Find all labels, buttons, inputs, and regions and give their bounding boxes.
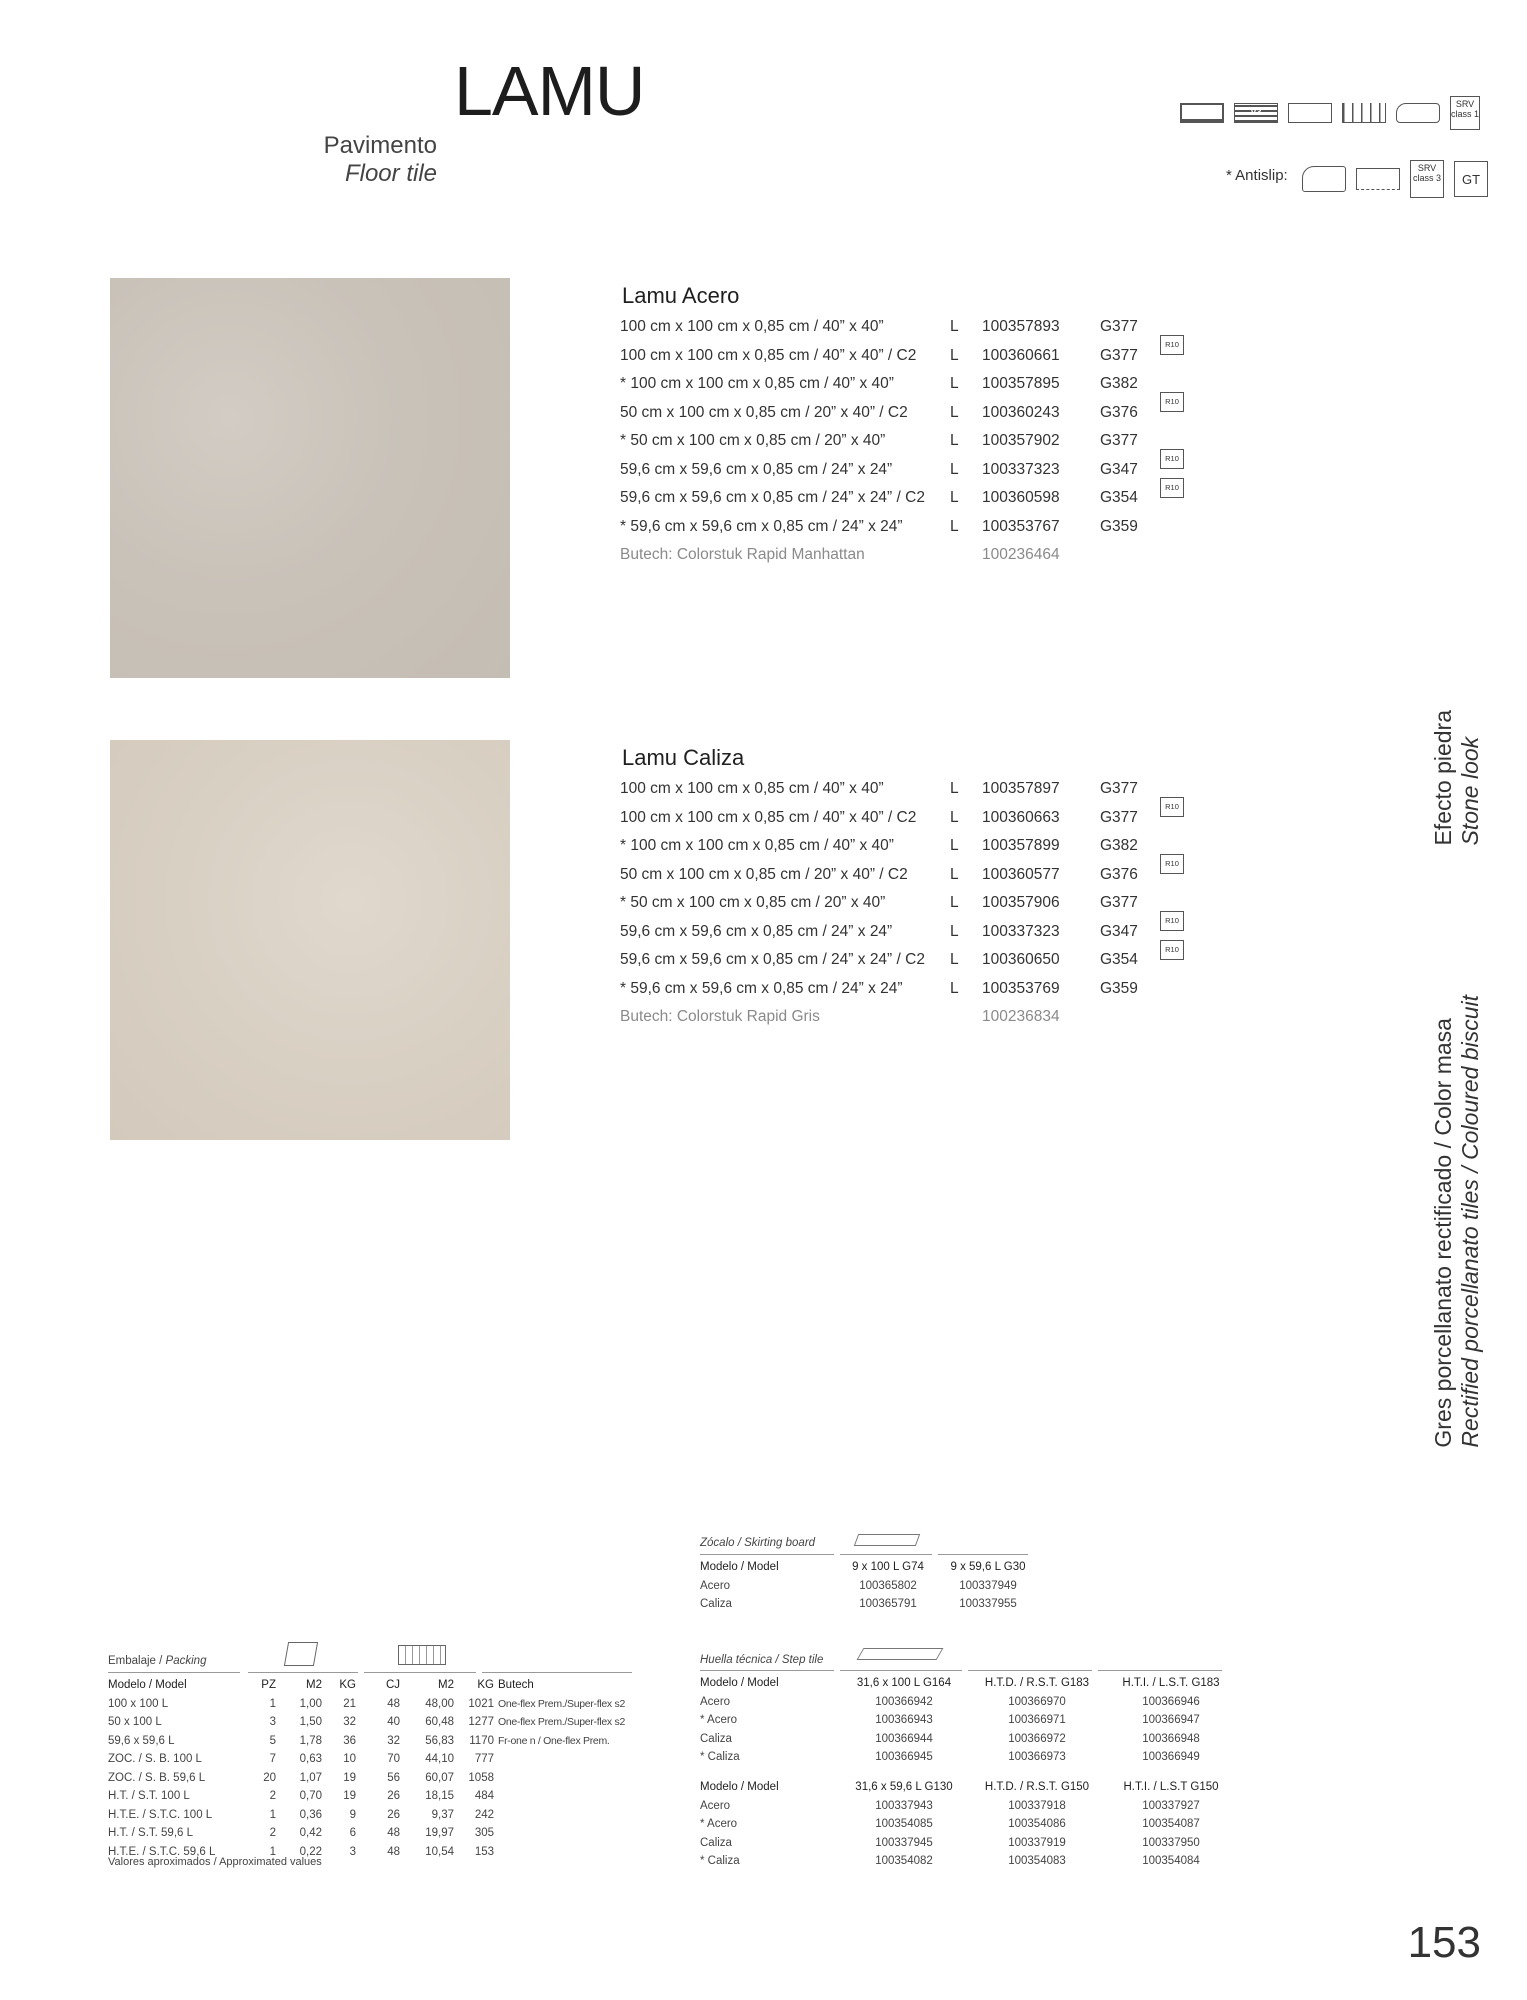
table-cell: * Caliza <box>700 1855 740 1868</box>
table-cell: 100337918 <box>1008 1799 1066 1812</box>
size-cell: 100 cm x 100 cm x 0,85 cm / 40” x 40” / C2 <box>620 808 917 826</box>
spec-row <box>620 342 1200 371</box>
table-row <box>106 1769 650 1788</box>
finish-cell: L <box>950 808 959 826</box>
table-cell: 100366942 <box>875 1695 933 1708</box>
table-cell: One-flex Prem./Super-flex s2 <box>498 1697 625 1710</box>
size-cell: 59,6 cm x 59,6 cm x 0,85 cm / 24” x 24” <box>620 922 893 940</box>
table-row <box>698 1595 1038 1614</box>
product-title: Lamu Acero <box>622 283 740 308</box>
page-number: 153 <box>1407 1918 1481 1967</box>
spec-row <box>620 456 1200 485</box>
table-row <box>698 1815 1238 1834</box>
code-cell: 100337323 <box>982 922 1060 940</box>
table-cell: 100365802 <box>859 1579 917 1592</box>
table-cell: 100366973 <box>1008 1751 1066 1764</box>
code-cell: 100357897 <box>982 780 1060 798</box>
size-cell: 100 cm x 100 cm x 0,85 cm / 40” x 40” <box>620 318 884 336</box>
table-header-cell: KG <box>477 1679 494 1692</box>
table-cell: 100366971 <box>1008 1714 1066 1727</box>
spec-row <box>620 804 1200 833</box>
table-cell <box>496 1769 650 1788</box>
skirting-title: Zócalo / Skirting board <box>700 1537 816 1549</box>
code-cell: 100353767 <box>982 517 1060 535</box>
table-cell: Acero <box>700 1799 731 1812</box>
table-header-cell: H.T.I. / L.S.T. G183 <box>1122 1677 1220 1690</box>
finish-cell: L <box>950 489 959 507</box>
lamu-caliza-tile-image <box>110 740 510 1140</box>
table-cell: 100 x 100 L <box>108 1697 169 1710</box>
code-cell: 100337323 <box>982 460 1060 478</box>
table-cell: 48,00 <box>425 1697 454 1710</box>
finish-cell: L <box>950 460 959 478</box>
table-header-cell: H.T.D. / R.S.T. G150 <box>984 1781 1090 1794</box>
spec-row <box>620 832 1200 861</box>
code-cell: 100357893 <box>982 318 1060 336</box>
table-cell: 1021 <box>468 1697 494 1710</box>
code-cell: 100357902 <box>982 432 1060 450</box>
table-cell: 0,22 <box>299 1845 322 1858</box>
butech-label: Butech: Colorstuk Rapid Gris <box>620 1008 820 1026</box>
table-cell: 70 <box>387 1753 400 1766</box>
table-cell: 1 <box>269 1697 276 1710</box>
table-cell: H.T. / S.T. 100 L <box>108 1790 190 1803</box>
table-row <box>698 1797 1238 1816</box>
table-cell: 2 <box>269 1790 276 1803</box>
size-cell: 100 cm x 100 cm x 0,85 cm / 40” x 40” / C2 <box>620 346 917 364</box>
code-cell: 100360663 <box>982 808 1060 826</box>
code-cell: 100360650 <box>982 951 1060 969</box>
spec-row <box>620 889 1200 918</box>
tile-flat-icon <box>1288 103 1332 123</box>
code-cell: 100360598 <box>982 489 1060 507</box>
table-cell <box>496 1843 650 1862</box>
product-spec-table-acero <box>620 313 1200 570</box>
table-cell: 32 <box>387 1734 400 1747</box>
table-cell: 153 <box>474 1845 494 1858</box>
table-cell: 100354087 <box>1142 1818 1200 1831</box>
table-cell: 19 <box>343 1771 356 1784</box>
table-row <box>106 1806 650 1825</box>
table-cell: 100337950 <box>1142 1836 1200 1849</box>
finish-cell: L <box>950 780 959 798</box>
table-cell: * Acero <box>700 1818 738 1831</box>
finish-cell: L <box>950 375 959 393</box>
butech-row <box>620 541 1200 570</box>
size-cell: 50 cm x 100 cm x 0,85 cm / 20” x 40” / C2 <box>620 403 908 421</box>
finish-cell: L <box>950 894 959 912</box>
table-header-cell: KG <box>339 1679 356 1692</box>
table-cell: 1,00 <box>299 1697 322 1710</box>
product-spec-table-caliza <box>620 775 1200 1032</box>
table-cell <box>496 1806 650 1825</box>
spec-row <box>620 918 1200 947</box>
step-tile-icon <box>857 1648 944 1660</box>
table-cell: 242 <box>474 1808 494 1821</box>
table-cell: 100337927 <box>1142 1799 1200 1812</box>
group-cell: G377 <box>1100 432 1138 450</box>
table-cell: 0,70 <box>299 1790 322 1803</box>
page-title: LAMU <box>454 52 645 130</box>
table-cell: 100337955 <box>959 1598 1017 1611</box>
table-header-cell: Modelo / Model <box>700 1677 779 1690</box>
table-cell: 777 <box>474 1753 494 1766</box>
table-row <box>698 1852 1238 1871</box>
table-header-cell: PZ <box>261 1679 276 1692</box>
code-cell: 100357899 <box>982 837 1060 855</box>
table-cell: 100366943 <box>875 1714 933 1727</box>
table-cell: 100366972 <box>1008 1732 1066 1745</box>
table-cell: 1170 <box>469 1734 494 1747</box>
table-row <box>698 1693 1238 1712</box>
srv-class-3-badge: SRV class 3 <box>1410 160 1444 198</box>
table-cell: 19 <box>343 1790 356 1803</box>
table-cell: 59,6 x 59,6 L <box>108 1734 175 1747</box>
r10-badge: R10 <box>1160 478 1184 498</box>
table-row <box>106 1732 650 1751</box>
skirting-board-icon <box>854 1534 920 1546</box>
table-cell: 100337949 <box>959 1579 1017 1592</box>
table-cell: H.T.E. / S.T.C. 100 L <box>108 1808 213 1821</box>
size-cell: * 50 cm x 100 cm x 0,85 cm / 20” x 40” <box>620 894 886 912</box>
r10-badge: R10 <box>1160 392 1184 412</box>
table-cell: 26 <box>387 1808 400 1821</box>
table-cell: 3 <box>349 1845 356 1858</box>
finish-cell: L <box>950 865 959 883</box>
table-cell: 10,54 <box>425 1845 454 1858</box>
packing-note: Valores aproximados / Approximated values <box>108 1856 322 1868</box>
table-cell: 100354082 <box>875 1855 933 1868</box>
finish-cell: L <box>950 951 959 969</box>
finish-cell: L <box>950 318 959 336</box>
srv-class-1-badge: SRV class 1 <box>1450 96 1480 130</box>
side-label-effect: Efecto piedra Stone look <box>1430 710 1483 846</box>
size-cell: 59,6 cm x 59,6 cm x 0,85 cm / 24” x 24” / C2 <box>620 489 925 507</box>
table-cell: 20 <box>263 1771 276 1784</box>
table-cell: 100354085 <box>875 1818 933 1831</box>
table-cell: Caliza <box>700 1598 732 1611</box>
table-cell: 100365791 <box>859 1598 917 1611</box>
table-row <box>106 1695 650 1714</box>
table-cell: 100354084 <box>1142 1855 1200 1868</box>
table-cell: 100337943 <box>875 1799 933 1812</box>
table-cell: 0,36 <box>299 1808 322 1821</box>
spec-row <box>620 975 1200 1004</box>
shoe-traffic-icon <box>1396 103 1440 123</box>
pallet-icon <box>398 1645 446 1665</box>
table-cell: 100366949 <box>1142 1751 1200 1764</box>
table-cell: 1,07 <box>299 1771 322 1784</box>
table-cell: One-flex Prem./Super-flex s2 <box>498 1716 625 1729</box>
table-cell: H.T.E. / S.T.C. 59,6 L <box>108 1845 216 1858</box>
table-cell: 50 x 100 L <box>108 1716 162 1729</box>
size-cell: * 100 cm x 100 cm x 0,85 cm / 40” x 40” <box>620 375 894 393</box>
group-cell: G347 <box>1100 922 1138 940</box>
table-cell: 100366946 <box>1142 1695 1200 1708</box>
group-cell: G359 <box>1100 517 1138 535</box>
butech-row <box>620 1003 1200 1032</box>
table-row <box>106 1713 650 1732</box>
table-cell: 100366944 <box>875 1732 933 1745</box>
table-header-cell: 31,6 x 100 L G164 <box>856 1677 952 1690</box>
table-cell: 100366970 <box>1008 1695 1066 1708</box>
table-cell: 26 <box>387 1790 400 1803</box>
table-cell: 100337919 <box>1008 1836 1066 1849</box>
finish-cell: L <box>950 922 959 940</box>
antislip-icons <box>1302 160 1488 198</box>
table-cell: 48 <box>387 1845 400 1858</box>
table-cell: 1058 <box>468 1771 494 1784</box>
size-cell: * 59,6 cm x 59,6 cm x 0,85 cm / 24” x 24” <box>620 979 903 997</box>
table-cell: 48 <box>387 1827 400 1840</box>
finish-cell: L <box>950 517 959 535</box>
table-cell: ZOC. / S. B. 59,6 L <box>108 1771 206 1784</box>
r10-badge: R10 <box>1160 854 1184 874</box>
table-cell: 1 <box>269 1808 276 1821</box>
packing-table <box>106 1676 650 1861</box>
size-cell: 59,6 cm x 59,6 cm x 0,85 cm / 24” x 24” / C2 <box>620 951 925 969</box>
table-cell: 10 <box>343 1753 356 1766</box>
table-row <box>106 1787 650 1806</box>
table-cell: * Caliza <box>700 1751 740 1764</box>
table-cell: 100366945 <box>875 1751 933 1764</box>
table-cell: 100366948 <box>1142 1732 1200 1745</box>
step-title: Huella técnica / Step tile <box>700 1654 824 1666</box>
table-header-cell: 9 x 100 L G74 <box>852 1561 924 1574</box>
gt-badge: GT <box>1454 161 1488 197</box>
shoe-antislip-icon <box>1302 166 1346 192</box>
table-cell: 100354083 <box>1008 1855 1066 1868</box>
table-row <box>698 1730 1238 1749</box>
table-cell: 60,48 <box>425 1716 454 1729</box>
group-cell: G377 <box>1100 346 1138 364</box>
table-cell <box>496 1750 650 1769</box>
step-table-596 <box>698 1778 1238 1871</box>
table-cell: 484 <box>474 1790 494 1803</box>
size-cell: 100 cm x 100 cm x 0,85 cm / 40” x 40” <box>620 780 884 798</box>
table-header-cell: M2 <box>438 1679 454 1692</box>
table-cell: 44,10 <box>425 1753 454 1766</box>
group-cell: G377 <box>1100 780 1138 798</box>
size-cell: * 100 cm x 100 cm x 0,85 cm / 40” x 40” <box>620 837 894 855</box>
table-cell: 1 <box>269 1845 276 1858</box>
r10-badge: R10 <box>1160 449 1184 469</box>
group-cell: G376 <box>1100 865 1138 883</box>
code-cell: 100360243 <box>982 403 1060 421</box>
feature-icons <box>1180 96 1480 130</box>
table-cell: 100337945 <box>875 1836 933 1849</box>
table-cell: 1277 <box>468 1716 494 1729</box>
table-header-cell: M2 <box>306 1679 322 1692</box>
code-cell: 100353769 <box>982 979 1060 997</box>
table-cell: 100366947 <box>1142 1714 1200 1727</box>
size-cell: * 50 cm x 100 cm x 0,85 cm / 20” x 40” <box>620 432 886 450</box>
spec-row <box>620 861 1200 890</box>
subtitle-en: Floor tile <box>344 160 437 187</box>
group-cell: G359 <box>1100 979 1138 997</box>
group-cell: G354 <box>1100 951 1138 969</box>
tile-edge-icon <box>1180 103 1224 123</box>
table-header-cell: Modelo / Model <box>108 1679 187 1692</box>
size-cell: 59,6 cm x 59,6 cm x 0,85 cm / 24” x 24” <box>620 460 893 478</box>
table-header-cell: 31,6 x 59,6 L G130 <box>855 1781 953 1794</box>
spec-row <box>620 484 1200 513</box>
table-cell: 1,78 <box>299 1734 322 1747</box>
butech-code: 100236834 <box>982 1008 1060 1026</box>
spec-row <box>620 513 1200 542</box>
subtitle-es: Pavimento <box>323 132 437 159</box>
table-cell: 56,83 <box>425 1734 454 1747</box>
table-cell: 2 <box>269 1827 276 1840</box>
packing-title: Embalaje / Packing <box>108 1655 207 1667</box>
ramp-antislip-icon <box>1356 168 1400 190</box>
code-cell: 100360661 <box>982 346 1060 364</box>
table-cell: 21 <box>343 1697 356 1710</box>
table-cell: 0,42 <box>299 1827 322 1840</box>
group-cell: G377 <box>1100 894 1138 912</box>
table-header-cell: Modelo / Model <box>700 1561 779 1574</box>
code-cell: 100357895 <box>982 375 1060 393</box>
table-row <box>106 1750 650 1769</box>
finish-cell: L <box>950 403 959 421</box>
r10-badge: R10 <box>1160 911 1184 931</box>
table-cell: 100354086 <box>1008 1818 1066 1831</box>
table-cell: Caliza <box>700 1732 732 1745</box>
antislip-label: * Antislip: <box>1226 167 1288 184</box>
box-icon <box>284 1642 318 1666</box>
finish-cell: L <box>950 432 959 450</box>
v3-shade-icon: V3 <box>1234 103 1278 123</box>
table-cell: Fr-one n / One-flex Prem. <box>498 1734 610 1747</box>
table-cell: 36 <box>343 1734 356 1747</box>
table-header-cell: H.T.D. / R.S.T. G183 <box>984 1677 1090 1690</box>
table-cell: 60,07 <box>425 1771 454 1784</box>
table-cell: 56 <box>387 1771 400 1784</box>
step-table-100 <box>698 1674 1238 1767</box>
table-header-cell: 9 x 59,6 L G30 <box>950 1561 1026 1574</box>
table-cell: Acero <box>700 1579 731 1592</box>
spec-row <box>620 399 1200 428</box>
group-cell: G377 <box>1100 808 1138 826</box>
table-header-cell: CJ <box>385 1679 400 1692</box>
table-cell: Acero <box>700 1695 731 1708</box>
butech-label: Butech: Colorstuk Rapid Manhattan <box>620 546 865 564</box>
r10-badge: R10 <box>1160 797 1184 817</box>
table-cell: 19,97 <box>425 1827 454 1840</box>
spec-row <box>620 775 1200 804</box>
group-cell: G382 <box>1100 375 1138 393</box>
group-cell: G354 <box>1100 489 1138 507</box>
r10-badge: R10 <box>1160 335 1184 355</box>
table-header-cell: Modelo / Model <box>700 1781 779 1794</box>
lamu-acero-tile-image <box>110 278 510 678</box>
code-cell: 100360577 <box>982 865 1060 883</box>
finish-cell: L <box>950 979 959 997</box>
table-cell: 32 <box>343 1716 356 1729</box>
butech-code: 100236464 <box>982 546 1060 564</box>
table-cell: 9,37 <box>431 1808 454 1821</box>
table-cell: 48 <box>387 1697 400 1710</box>
size-cell: 50 cm x 100 cm x 0,85 cm / 20” x 40” / C2 <box>620 865 908 883</box>
size-cell: * 59,6 cm x 59,6 cm x 0,85 cm / 24” x 24” <box>620 517 903 535</box>
table-row <box>698 1748 1238 1767</box>
table-cell: 0,63 <box>299 1753 322 1766</box>
table-cell: 9 <box>349 1808 356 1821</box>
table-cell: 6 <box>349 1827 356 1840</box>
r10-badge: R10 <box>1160 940 1184 960</box>
group-cell: G376 <box>1100 403 1138 421</box>
table-row <box>698 1711 1238 1730</box>
table-cell <box>496 1787 650 1806</box>
code-cell: 100357906 <box>982 894 1060 912</box>
spec-row <box>620 946 1200 975</box>
group-cell: G377 <box>1100 318 1138 336</box>
table-cell: H.T. / S.T. 59,6 L <box>108 1827 194 1840</box>
spec-row <box>620 427 1200 456</box>
table-cell: ZOC. / S. B. 100 L <box>108 1753 202 1766</box>
spec-row <box>620 313 1200 342</box>
table-cell: 1,50 <box>299 1716 322 1729</box>
table-cell: 5 <box>269 1734 276 1747</box>
table-cell: 3 <box>269 1716 276 1729</box>
frost-resistant-icon <box>1342 103 1386 123</box>
table-cell: 305 <box>474 1827 494 1840</box>
product-title: Lamu Caliza <box>622 745 745 770</box>
table-cell: 40 <box>387 1716 400 1729</box>
table-row <box>698 1577 1038 1596</box>
table-cell: * Acero <box>700 1714 738 1727</box>
table-header-cell: Butech <box>498 1679 534 1692</box>
group-cell: G347 <box>1100 460 1138 478</box>
table-header-cell: H.T.I. / L.S.T G150 <box>1123 1781 1219 1794</box>
group-cell: G382 <box>1100 837 1138 855</box>
skirting-table <box>698 1558 1038 1614</box>
table-cell: Caliza <box>700 1836 732 1849</box>
table-row <box>698 1834 1238 1853</box>
finish-cell: L <box>950 346 959 364</box>
table-cell: 18,15 <box>425 1790 454 1803</box>
table-cell <box>496 1824 650 1843</box>
table-row <box>106 1824 650 1843</box>
spec-row <box>620 370 1200 399</box>
side-label-material: Gres porcellanato rectificado / Color masa Rectified porcellanato tiles / Coloured biscuit <box>1430 995 1483 1448</box>
table-cell: 7 <box>269 1753 276 1766</box>
finish-cell: L <box>950 837 959 855</box>
